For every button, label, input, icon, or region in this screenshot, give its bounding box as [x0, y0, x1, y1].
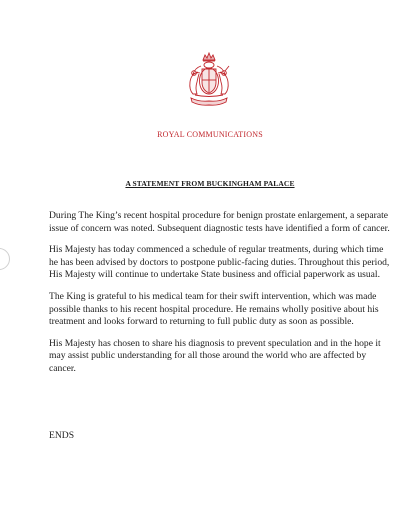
statement-paragraph: The King is grateful to his medical team for their swift intervention, which was made possible thanks to his recent hospital procedure. He remains wholly positive about his treatment and looks forward to returning to full public duty as soon as possible.: [49, 290, 379, 328]
closing-ends: ENDS: [49, 430, 75, 441]
statement-body: [49, 210, 394, 385]
royal-communications-header: ROYAL COMMUNICATIONS: [157, 130, 263, 139]
royal-coat-of-arms-icon: [183, 52, 235, 108]
statement-paragraph: His Majesty has chosen to share his diagnosis to prevent speculation and in the hope it may assist public understanding for all those around the world who are affected by cancer.: [49, 337, 381, 374]
statement-paragraph: His Majesty has today commenced a schedule of regular treatments, during which time he has been advised by doctors to postpone public-facing duties. Throughout this period, His Majesty will continue to undertake State business and official paperwork as usual.: [49, 244, 390, 281]
statement-paragraph: During The King’s recent hospital procedure for benign prostate enlargement, a separate issue of concern was noted. Subsequent diagnostic tests have identified a form of cancer.: [49, 210, 390, 234]
carousel-previous-indicator-icon[interactable]: [0, 248, 10, 270]
statement-title: A STATEMENT FROM BUCKINGHAM PALACE: [125, 179, 295, 188]
